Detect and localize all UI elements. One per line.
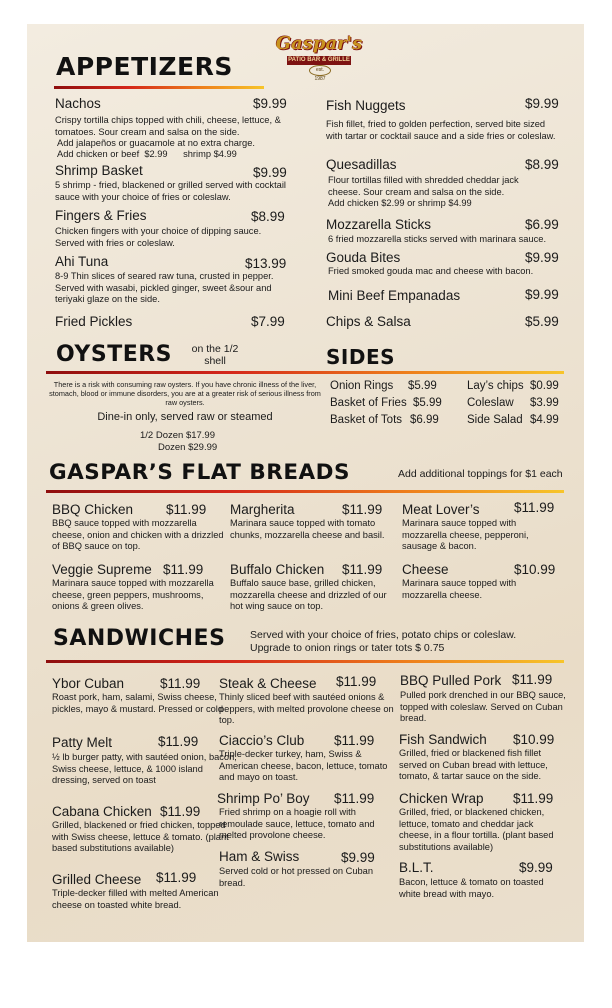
logo-name: Gaspar's [275,33,363,54]
item-name: Veggie Supreme [52,562,152,577]
side-name: Onion Rings [330,380,394,392]
side-name: Basket of Tots [330,414,403,426]
item-description: 5 shrimp - fried, blackened or grilled served with cocktail sauce with your choice of fries or coleslaw. [55,180,286,202]
restaurant-logo [275,32,363,82]
item-description: Marinara sauce topped with tomato chunks, mozzarella cheese and basil. [230,518,385,540]
sandwiches-underline [46,660,564,663]
item-price: $9.99 [525,96,559,111]
item-price: $11.99 [514,500,555,515]
side-row [328,414,568,431]
item-name: Fingers & Fries [55,208,147,223]
item-description: Grilled, fried or blackened fish fillet served on Cuban bread with lettuce, tomato, & tartar sauce on the side. [399,748,548,782]
side-name: Basket of Fries [330,397,407,409]
item-price: $9.99 [525,250,559,265]
item-price: $11.99 [334,733,375,748]
item-price: $9.99 [525,287,559,302]
item-description: Triple-decker turkey, ham, Swiss & American cheese, bacon, lettuce, tomato and mayo on toast. [219,749,388,783]
item-description: Fried smoked gouda mac and cheese with bacon. [328,266,534,276]
item-name: B.L.T. [399,860,434,875]
side-name: Side Salad [467,414,523,426]
item-price: $9.99 [519,860,553,875]
item-name: Cheese [402,562,449,577]
item-name: Steak & Cheese [219,676,317,691]
side-name: Coleslaw [467,397,514,409]
side-price: $0.99 [530,380,559,392]
item-name: Gouda Bites [326,250,401,265]
item-name: Chicken Wrap [399,791,484,806]
item-price: $11.99 [334,791,375,806]
side-row [328,380,568,397]
item-description: Served cold or hot pressed on Cuban bread. [219,866,374,888]
oysters-warning: There is a risk with consuming raw oysters. If you have chronic illness of the liver, stomach, blood or immune disorders, you are at a greater risk of serious illness from raw oysters. [49,380,321,408]
item-price: $11.99 [163,562,204,577]
oysters-subtitle [185,343,245,367]
item-description: Flour tortillas filled with shredded cheddar jack cheese. Sour cream and salsa on the side. [328,175,519,197]
item-description: Chicken fingers with your choice of dipping sauce. Served with fries or coleslaw. [55,226,262,248]
side-row [328,397,568,414]
sandwiches-note-line2: Upgrade to onion rings or tater tots $ 0.75 [250,641,445,654]
item-price: $11.99 [336,674,377,689]
item-name: Mozzarella Sticks [326,217,432,232]
oysters-dinein-note: Dine-in only, served raw or steamed [97,411,273,423]
item-price: $11.99 [160,676,201,691]
flatbreads-note: Add additional toppings for $1 each [398,468,563,480]
item-name: Cabana Chicken [52,804,152,819]
item-name: Chips & Salsa [326,314,411,329]
item-description: Thinly sliced beef with sautéed onions & peppers, with melted provolone cheese on top. [219,692,394,726]
item-name: Shrimp Po’ Boy [217,791,310,806]
item-description: Crispy tortilla chips topped with chili, cheese, lettuce, & tomatoes. Sour cream and salsa on the side. [55,115,281,137]
item-description: Roast pork, ham, salami, Swiss cheese, pickles, mayo & mustard. Pressed or cold [52,692,224,714]
flatbreads-heading: GASPAR’S FLAT BREADS [49,460,350,485]
item-description: Marinara sauce topped with mozzarella cheese, pepperoni, sausage & bacon. [402,518,529,552]
item-price: $11.99 [512,672,553,687]
sandwiches-note-line1: Served with your choice of fries, potato chips or coleslaw. [250,629,517,641]
item-description: BBQ sauce topped with mozzarella cheese, onion and chicken with a drizzled of BBQ sauce on top. [52,518,224,552]
item-price: $9.99 [253,96,287,111]
oysters-subtitle-line2: shell [204,355,226,367]
oysters-sides-underline [46,371,564,374]
item-price: $11.99 [342,562,383,577]
item-price: $11.99 [160,804,201,819]
item-name: Mini Beef Empanadas [328,288,461,303]
item-extra: Add chicken or beef $2.99 shrimp $4.99 [57,149,237,159]
item-price: $9.99 [253,165,287,180]
side-price: $5.99 [413,397,442,409]
sandwiches-note [250,629,516,654]
item-name: Grilled Cheese [52,872,142,887]
item-description: 6 fried mozzarella sticks served with marinara sauce. [328,234,547,244]
item-extra: Add chicken $2.99 or shrimp $4.99 [328,198,472,208]
side-price: $6.99 [410,414,439,426]
item-price: $13.99 [245,256,287,271]
item-name: Ham & Swiss [219,849,300,864]
item-name: Margherita [230,502,295,517]
item-description: Pulled pork drenched in our BBQ sauce, topped with coleslaw. Served on Cuban bread. [400,690,566,724]
item-price: $9.99 [341,850,375,865]
item-name: Patty Melt [52,735,113,750]
sides-list [328,380,568,431]
side-price: $5.99 [408,380,437,392]
oysters-dozen-price: Dozen $29.99 [158,442,218,453]
oysters-subtitle-line1: on the 1/2 [191,343,239,355]
oysters-heading: OYSTERS [56,342,173,367]
item-name: Quesadillas [326,157,397,172]
item-description: Bacon, lettuce & tomato on toasted white bread with mayo. [399,877,544,899]
item-price: $11.99 [513,791,554,806]
item-description: Marinara sauce topped with mozzarella cheese, green peppers, mushrooms, onions & green olives. [52,578,214,612]
item-name: Meat Lover’s [402,502,480,517]
item-name: Fish Nuggets [326,98,406,113]
item-description: 8-9 Thin slices of seared raw tuna, crusted in pepper. Served with wasabi, pickled ginger, sweet &sour and teriyaki glaze on the side. [55,271,274,305]
item-name: BBQ Pulled Pork [400,673,502,688]
item-price: $11.99 [342,502,383,517]
item-description: Fried shrimp on a hoagie roll with remoulade sauce, lettuce, tomato and melted provolone cheese. [219,807,375,841]
flatbreads-underline [46,490,564,493]
item-price: $11.99 [166,502,207,517]
item-price: $10.99 [514,562,556,577]
item-price: $8.99 [525,157,559,172]
item-description: Grilled, blackened or fried chicken, topped with Swiss cheese, lettuce & tomato. (plant based substitutions available) [52,820,229,854]
item-description: ½ lb burger patty, with sautéed onion, bacon, Swiss cheese, lettuce, & 1000 island dressing, served on toast [52,752,237,786]
item-name: Fried Pickles [55,314,133,329]
item-price: $10.99 [513,732,555,747]
item-price: $5.99 [525,314,559,329]
item-name: Shrimp Basket [55,163,143,178]
item-description: Marinara sauce topped with mozzarella cheese. [402,578,517,600]
item-price: $11.99 [156,870,197,885]
side-price: $4.99 [530,414,559,426]
item-price: $11.99 [158,734,199,749]
item-name: Buffalo Chicken [230,562,325,577]
side-name: Lay’s chips [467,380,524,392]
item-description: Fish fillet, fried to golden perfection, served bite sized with tartar or cocktail sauce and a side fries or coleslaw. [326,119,556,141]
item-name: Fish Sandwich [399,732,487,747]
item-price: $8.99 [251,209,285,224]
item-name: Nachos [55,96,101,111]
item-name: Ciaccio’s Club [219,733,305,748]
item-extra: Add jalapeños or guacamole at no extra charge. [57,138,255,148]
item-name: Ybor Cuban [52,676,125,691]
logo-est: est. 1987 [309,65,331,76]
sandwiches-heading: SANDWICHES [53,626,226,651]
menu-page [27,24,584,942]
oysters-half-dozen-price: 1/2 Dozen $17.99 [140,430,216,441]
item-price: $7.99 [251,314,285,329]
item-description: Grilled, fried, or blackened chicken, lettuce, tomato and cheddar jack cheese, in a flour tortilla. (plant based substitutions available) [399,807,554,852]
item-description: Buffalo sauce base, grilled chicken, mozzarella cheese and drizzled of our hot wing sauce on top. [230,578,387,612]
item-name: Ahi Tuna [55,254,109,269]
appetizers-heading: APPETIZERS [56,52,233,81]
sides-heading: SIDES [326,345,396,369]
logo-banner: PATIO BAR & GRILLE [288,57,350,63]
item-description: Triple-decker filled with melted American cheese on toasted white bread. [52,888,219,910]
appetizers-underline [54,86,264,89]
item-price: $6.99 [525,217,559,232]
item-name: BBQ Chicken [52,502,134,517]
side-price: $3.99 [530,397,559,409]
